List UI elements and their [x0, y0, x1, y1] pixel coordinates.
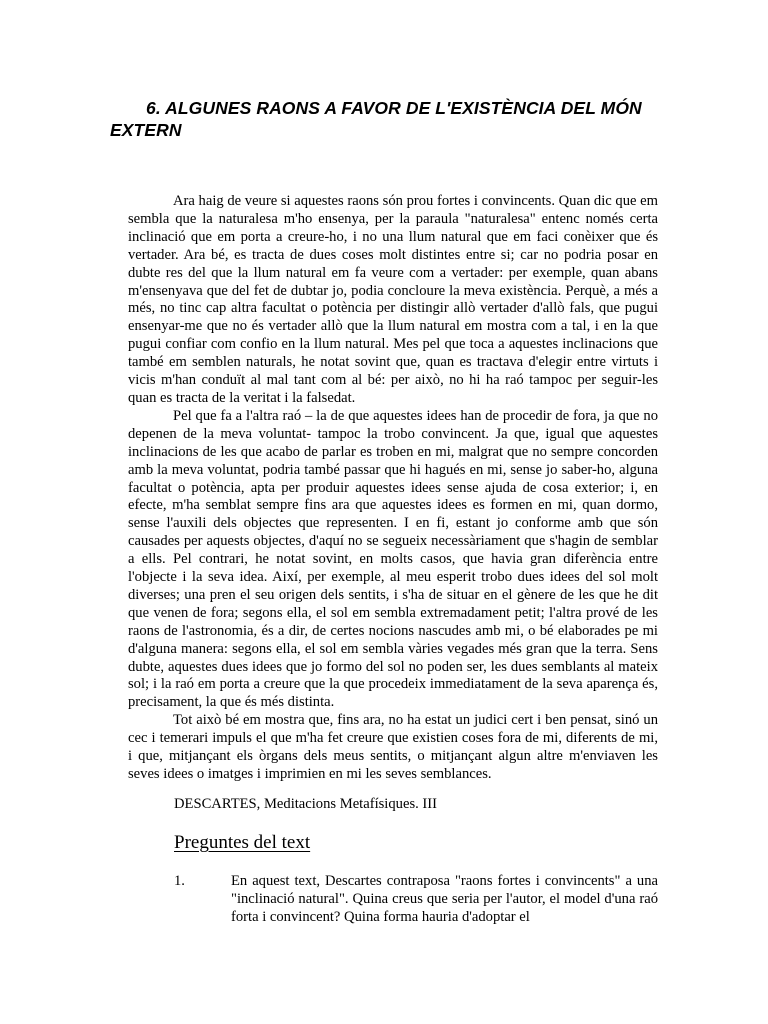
- questions-heading: Preguntes del text: [174, 832, 311, 853]
- section-title-line-1: 6. ALGUNES RAONS A FAVOR DE L'EXISTÈNCIA DEL MÓN: [146, 98, 642, 118]
- text-body: [128, 193, 658, 784]
- source-citation: DESCARTES, Meditacions Metafísiques. III: [174, 796, 437, 812]
- paragraph: Ara haig de veure si aquestes raons són prou fortes i convincents. Quan dic que em sembla que la naturalesa m'ho ensenya, per la paraula "naturalesa" entenc només certa inclinació que em porta a creure-ho, i no una llum natural que em faci conèixer que és vertader. Ara bé, es tracta de dues coses molt distintes entre si; car no podria posar en dubte res del que la llum natural em fa veure com a vertader: per exemple, quan abans m'ensenyava que del fet de dubtar jo, podia concloure la meva existència. Perquè, a més a més, no tinc cap altra facultat o potència per distingir allò vertader d'allò fals, que pugui ensenyar-me que no és vertader allò que la llum natural em mostra com a tal, i en la que pugui confiar com confio en la llum natural. Mes pel que toca a aquestes inclinacions que també em semblen naturals, he notat sovint que, quan es tractava d'elegir entre virtuts i vicis m'han conduït al mal tant com al bé: per això, no hi ha raó tampoc per seguir-les quan es tracta de la veritat i la falsedat.: [128, 193, 658, 406]
- section-title-line-2: EXTERN: [110, 120, 182, 140]
- question-text: En aquest text, Descartes contraposa "raons fortes i convincents" a una "inclinació natural". Quina creus que seria per l'autor, el model d'una raó forta i convincent? Quina forma hauria d'adoptar el: [231, 873, 658, 925]
- question-number: 1.: [174, 873, 185, 889]
- section-title: [110, 97, 670, 141]
- paragraph: Pel que fa a l'altra raó – la de que aquestes idees han de procedir de fora, ja que no depenen de la meva voluntat- tampoc la trobo convincent. Ja que, igual que aquestes inclinacions de les que acabo de parlar es troben en mi, malgrat que no sempre concorden amb la meva voluntat, podria també passar que hi hagués en mi, sense jo saber-ho, alguna facultat o potència, apta per produir aquestes idees sense ajuda de cosa exterior; i, en efecte, m'ha semblat sempre fins ara que aquestes idees es formen en mi, quan dormo, sense l'auxili dels objectes que representen. I en fi, estant jo conforme amb que són causades per aquests objectes, d'aquí no se segueix necessàriament que s'hagin de semblar a ells. Pel contrari, he notat sovint, en molts casos, que havia gran diferència entre l'objecte i la seva idea. Així, per exemple, al meu esperit trobo dues idees del sol molt diverses; una pren el seu origen dels sentits, i s'ha de situar en el gènere de les que he dit que venen de fora; segons ella, el sol em sembla extremadament petit; l'altra prové de les raons de l'astronomia, és a dir, de certes nocions nascudes amb mi, o bé elaborades pe mi d'alguna manera: segons ella, el sol em sembla vàries vegades més gran que la terra. Sens dubte, aquestes dues idees que jo formo del sol no poden ser, les dues semblants al mateix sol; i la raó em porta a creure que la que procedeix immediatament de la seva aparença és, precisament, la que és més distinta.: [128, 407, 658, 711]
- question-item: [174, 873, 658, 927]
- paragraph: Tot això bé em mostra que, fins ara, no ha estat un judici cert i ben pensat, sinó un cec i temerari impuls el que m'ha fet creure que existien coses fora de mi, diferents de mi, i que, mitjançant els òrgans dels meus sentits, o mitjançant algun altre m'enviaven les seves idees o imatges i imprimien en mi les seves semblances.: [128, 712, 658, 782]
